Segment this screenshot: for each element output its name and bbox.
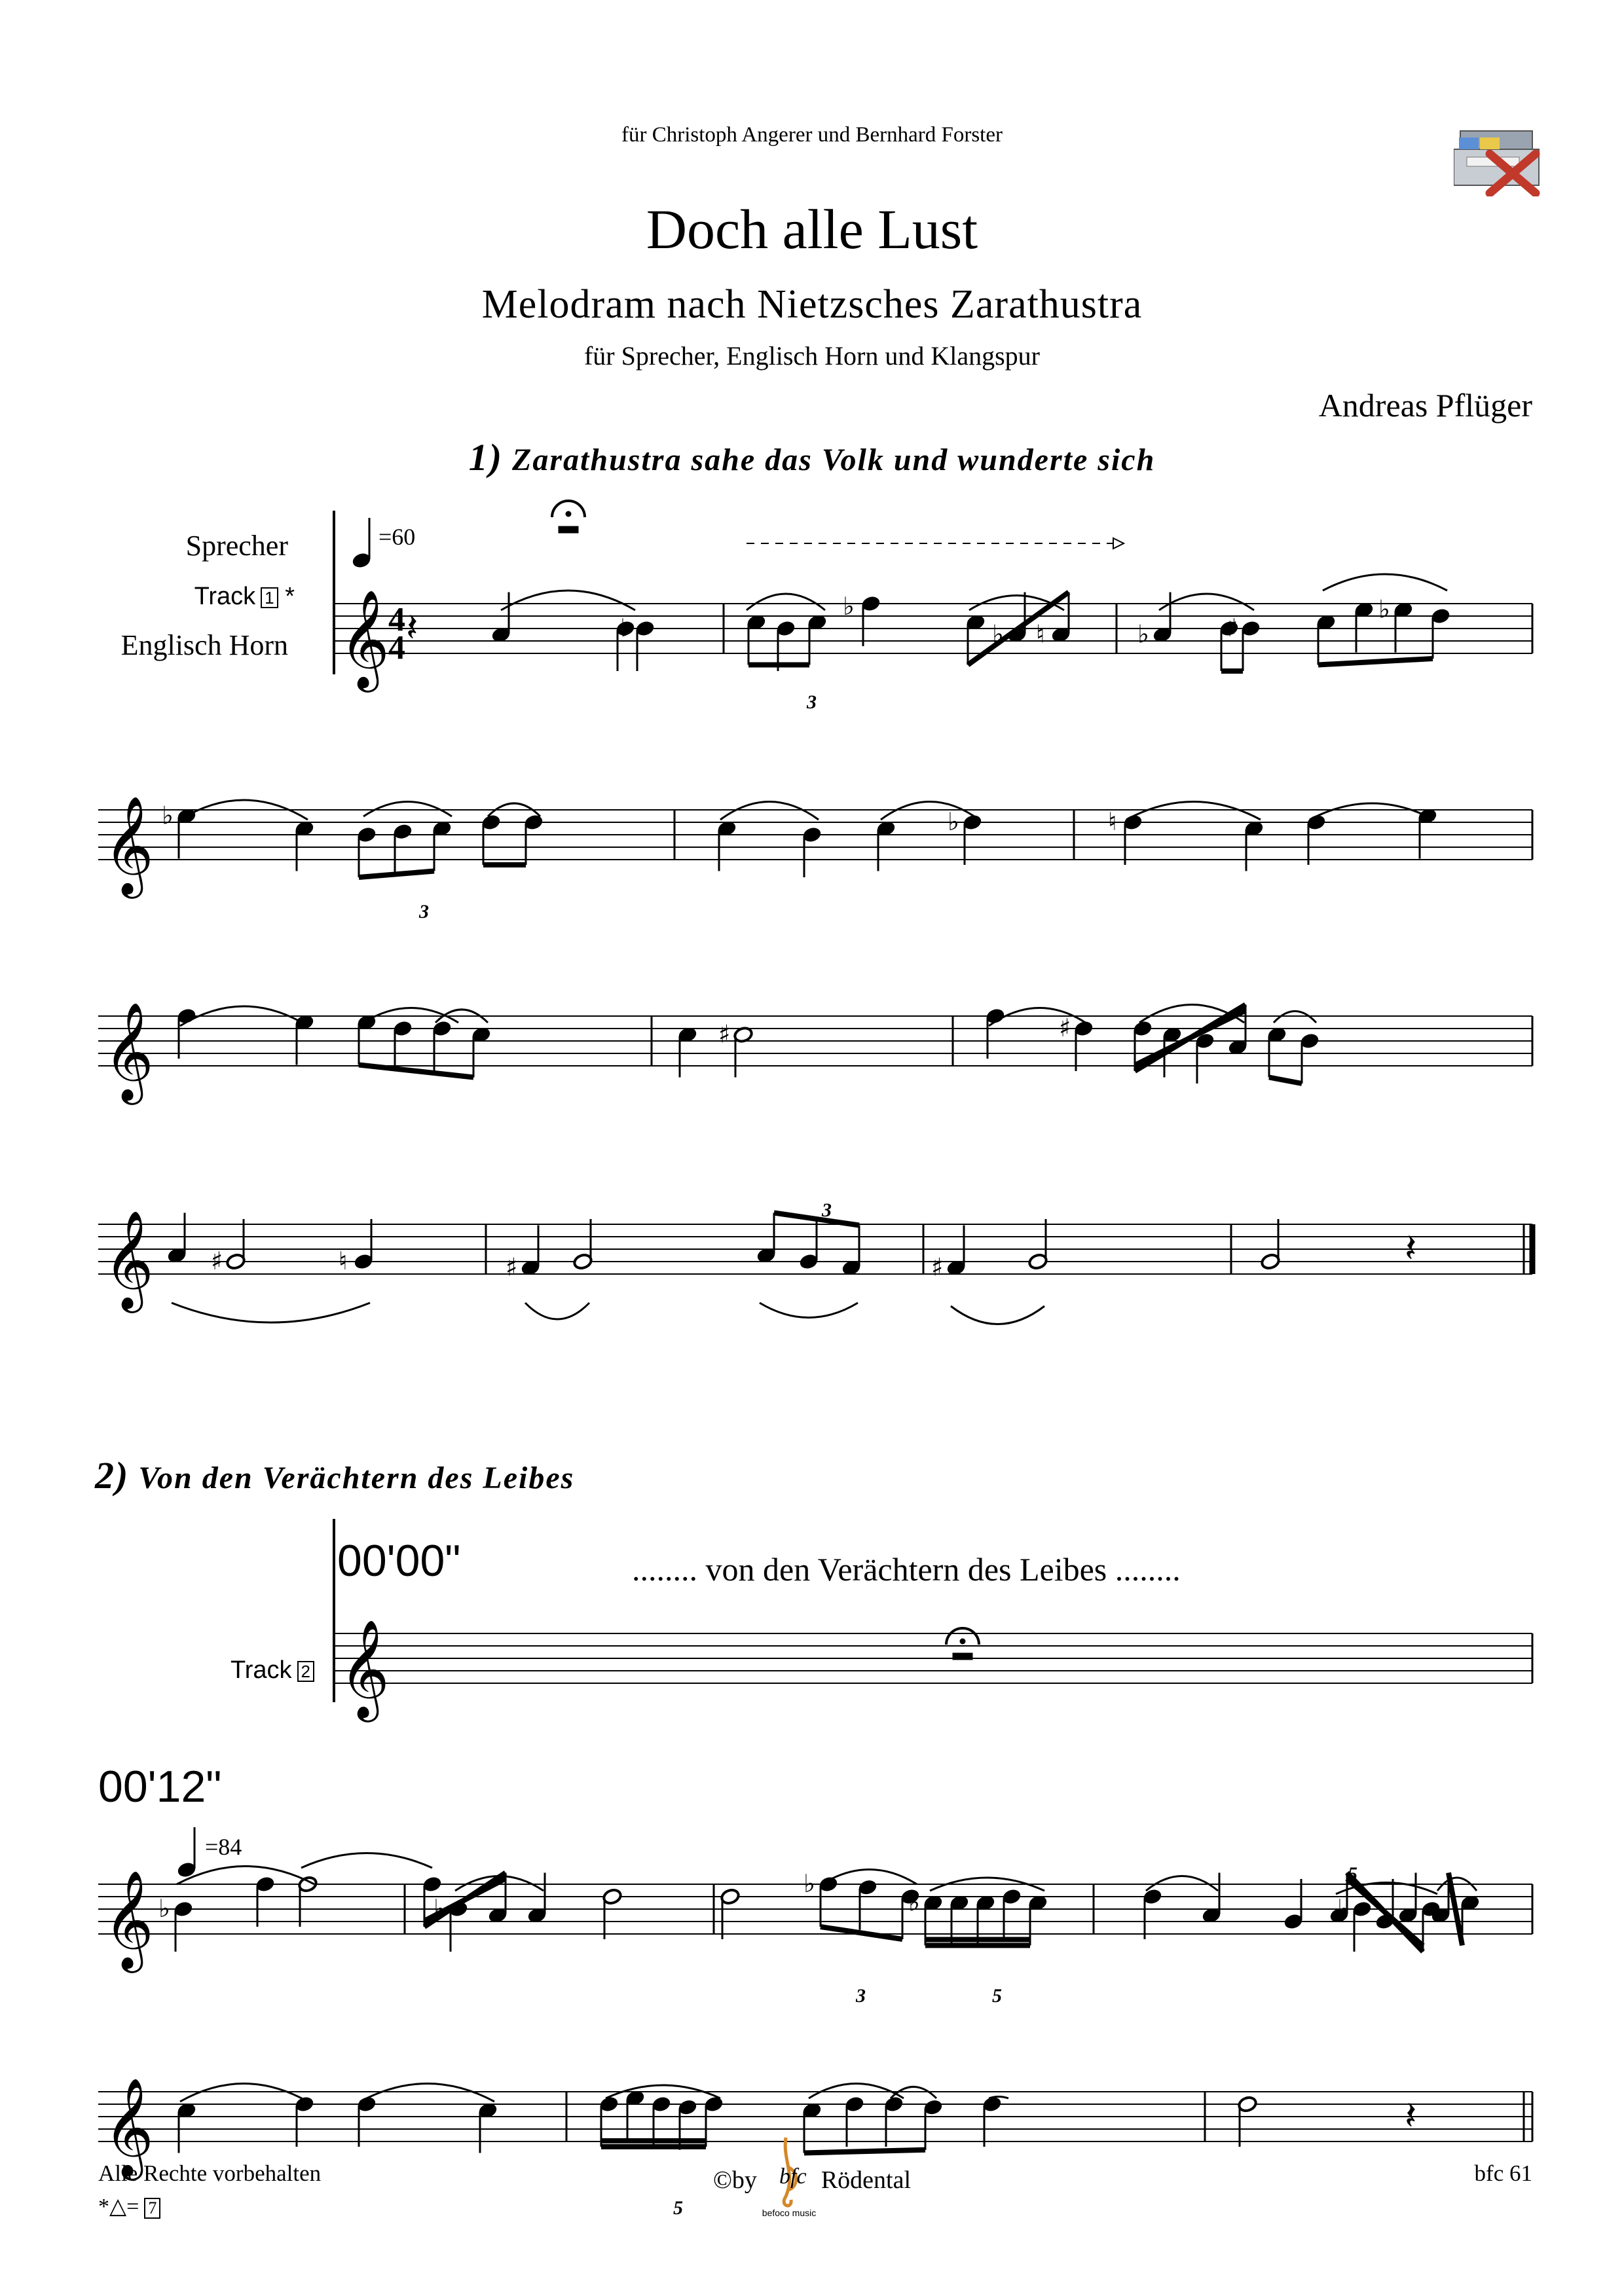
arrow-icon — [1113, 538, 1124, 549]
slur — [760, 1303, 858, 1318]
slur — [301, 1853, 432, 1868]
slur — [1126, 802, 1261, 820]
treble-clef-icon: 𝄞 — [103, 1869, 154, 1969]
slur — [1274, 1011, 1316, 1023]
slur — [172, 1303, 370, 1322]
rest-icon: 𝄽 — [406, 605, 418, 651]
slur — [989, 2097, 1008, 2099]
rest-icon: 𝄽 — [1405, 1226, 1417, 1271]
dedication: für Christoph Angerer und Bernhard Forster — [621, 123, 1003, 147]
accidental-icon: ♮ — [1036, 619, 1045, 649]
treble-clef-icon: 𝄞 — [103, 2077, 154, 2176]
accidental-icon: ♭ — [434, 1894, 445, 1923]
slur — [989, 1008, 1090, 1027]
section-2-number: 2) — [95, 1454, 130, 1497]
publisher-logo-sub: befoco music — [762, 2208, 817, 2218]
beam — [821, 1927, 902, 1939]
tuplet-label: 5 — [1348, 1863, 1357, 1885]
slur — [720, 802, 819, 820]
label-speaker: Sprecher — [185, 530, 288, 562]
section-1-number: 1) — [468, 436, 504, 479]
fermata-dot — [566, 511, 571, 517]
accidental-icon: ♮ — [1108, 807, 1117, 836]
slur — [501, 591, 635, 610]
slur — [1159, 594, 1254, 610]
publisher — [0, 2134, 1624, 2226]
tuplet-label: 3 — [419, 901, 429, 922]
slur — [363, 802, 452, 817]
accidental-icon: ♯ — [1059, 1013, 1071, 1042]
accidental-icon: ♭ — [1137, 619, 1149, 649]
footnote-delta-icon: △ — [109, 2195, 127, 2219]
beam — [1135, 1011, 1246, 1066]
footnote-star: * — [98, 2195, 109, 2219]
beam — [1318, 659, 1433, 665]
fermata-dot — [960, 1639, 965, 1644]
section-1-title: Zarathustra sahe das Volk und wunderte sich — [512, 443, 1156, 477]
time-start: 00'00" — [337, 1536, 461, 1586]
slur — [951, 1306, 1044, 1324]
publisher-logo-icon — [760, 2134, 819, 2226]
accidental-icon: ♭ — [1337, 1894, 1349, 1923]
publisher-city: Rödental — [821, 2166, 912, 2194]
subtitle: Melodram nach Nietzsches Zarathustra — [481, 282, 1143, 327]
accidental-icon: ♭ — [158, 1894, 170, 1923]
accidental-icon: ♭ — [1378, 594, 1390, 624]
rights-notice: Alle Rechte vorbehalten — [98, 2160, 322, 2186]
beam — [1269, 1078, 1302, 1084]
accidental-icon: ♭ — [843, 591, 855, 621]
catalog-number: bfc 61 — [1474, 2160, 1532, 2186]
slur — [177, 1867, 314, 1885]
treble-clef-icon: 𝄞 — [339, 1618, 390, 1718]
whole-rest — [953, 1653, 972, 1660]
spoken-text: ........ von den Verächtern des Leibes ........ — [632, 1551, 1181, 1588]
accidental-icon: ♯ — [211, 1247, 223, 1275]
accidental-icon: ♭ — [162, 801, 174, 830]
treble-clef-icon: 𝄞 — [339, 589, 390, 688]
beam — [359, 871, 434, 878]
accidental-icon: ♮ — [339, 1247, 348, 1275]
page-title: Doch alle Lust — [646, 198, 978, 261]
tempo-1: =60 — [378, 524, 416, 550]
whole-rest — [559, 526, 578, 533]
accidental-icon: ♯ — [1226, 613, 1238, 642]
accidental-icon: ♭ — [908, 1887, 920, 1917]
accidental-icon: ♭ — [948, 807, 959, 836]
accidental-icon: ♯ — [506, 1252, 518, 1282]
tuplet-label: 3 — [807, 691, 817, 713]
slur — [747, 594, 825, 610]
label-track-2-text: Track — [230, 1656, 292, 1684]
treble-clef-icon: 𝄞 — [103, 795, 154, 894]
time-sig-top: 4 — [388, 601, 405, 638]
footnote-box: 7 — [144, 2198, 160, 2219]
label-track-1-text: Track — [194, 583, 256, 610]
track-1-star: * — [285, 583, 295, 610]
rest-icon: 𝄽 — [1405, 2093, 1417, 2139]
instrumentation: für Sprecher, Englisch Horn und Klangspur — [583, 341, 1040, 371]
section-2-title: Von den Verächtern des Leibes — [138, 1461, 575, 1495]
track-1-box: 1 — [261, 587, 278, 608]
publisher-logo: bfc — [779, 2164, 807, 2189]
footnote: *△= 7 — [98, 2193, 160, 2219]
slur — [180, 2084, 308, 2102]
accidental-icon: ♯ — [931, 1252, 944, 1282]
slur — [881, 802, 979, 820]
publisher-prefix: ©by — [712, 2166, 757, 2194]
treble-clef-icon: 𝄞 — [103, 1001, 154, 1101]
slur — [891, 2087, 936, 2099]
accidental-icon: ♭ — [620, 613, 632, 642]
composer: Andreas Pflüger — [1318, 387, 1532, 424]
treble-clef-icon: 𝄞 — [103, 1209, 154, 1309]
accidental-icon: ♭ — [992, 619, 1004, 649]
time-sig-bottom: 4 — [388, 629, 405, 666]
tuplet-label: 3 — [822, 1199, 832, 1221]
slur — [360, 2084, 494, 2102]
time-entry: 00'12" — [98, 1762, 222, 1812]
tuplet-label: 5 — [992, 1985, 1002, 2007]
slur — [809, 2084, 904, 2099]
tempo-2: =84 — [205, 1834, 242, 1860]
tuplet-label: 3 — [856, 1985, 866, 2007]
slur — [1323, 574, 1447, 591]
slur — [1146, 1876, 1218, 1891]
accidental-icon: ♭ — [803, 1869, 815, 1898]
label-instrument: Englisch Horn — [120, 629, 288, 661]
slur — [525, 1303, 589, 1319]
tuplet-label: 5 — [673, 2197, 683, 2219]
slur — [1310, 803, 1434, 820]
accidental-icon: ♯ — [718, 1019, 731, 1049]
track-2-box: 2 — [297, 1661, 314, 1682]
beam — [359, 1065, 473, 1078]
